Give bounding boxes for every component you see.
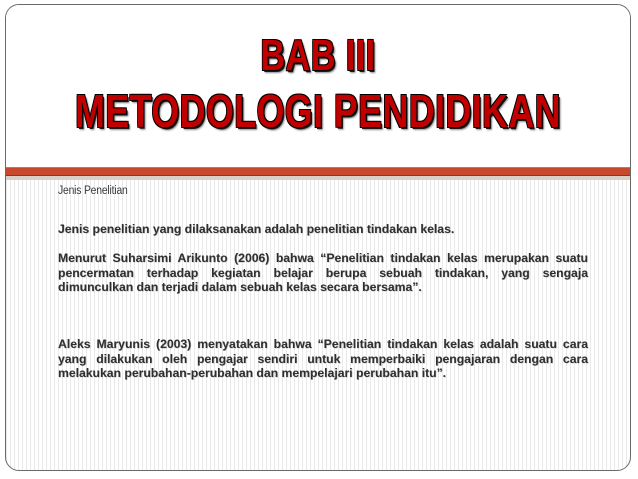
paragraph-2: Menurut Suharsimi Arikunto (2006) bahwa “Penelitian tindakan kelas merupakan suatu pencermatan terhadap kegiatan belajar berupa sebuah tindakan, yang sengaja dimunculkan dan terjadi dalam sebuah kelas secara bersama”.: [58, 251, 588, 295]
paragraph-1: Jenis penelitian yang dilaksanakan adalah penelitian tindakan kelas.: [58, 222, 455, 236]
slide-title-line2: METODOLOGI PENDIDIKAN: [75, 85, 561, 137]
section-subheading: Jenis Penelitian: [58, 185, 128, 197]
slide-title-line1: BAB III: [260, 31, 376, 80]
header-divider: [6, 167, 630, 176]
header-divider-shadow: [6, 176, 630, 180]
slide-header: [6, 5, 630, 167]
slide: [5, 4, 631, 471]
paragraph-3: Aleks Maryunis (2003) menyatakan bahwa “Penelitian tindakan kelas adalah suatu cara yang dilakukan oleh pengajar sendiri untuk memperbaiki pengajaran dengan cara melakukan perubahan-perubahan dan mempelajari perubahan itu”.: [58, 337, 588, 381]
